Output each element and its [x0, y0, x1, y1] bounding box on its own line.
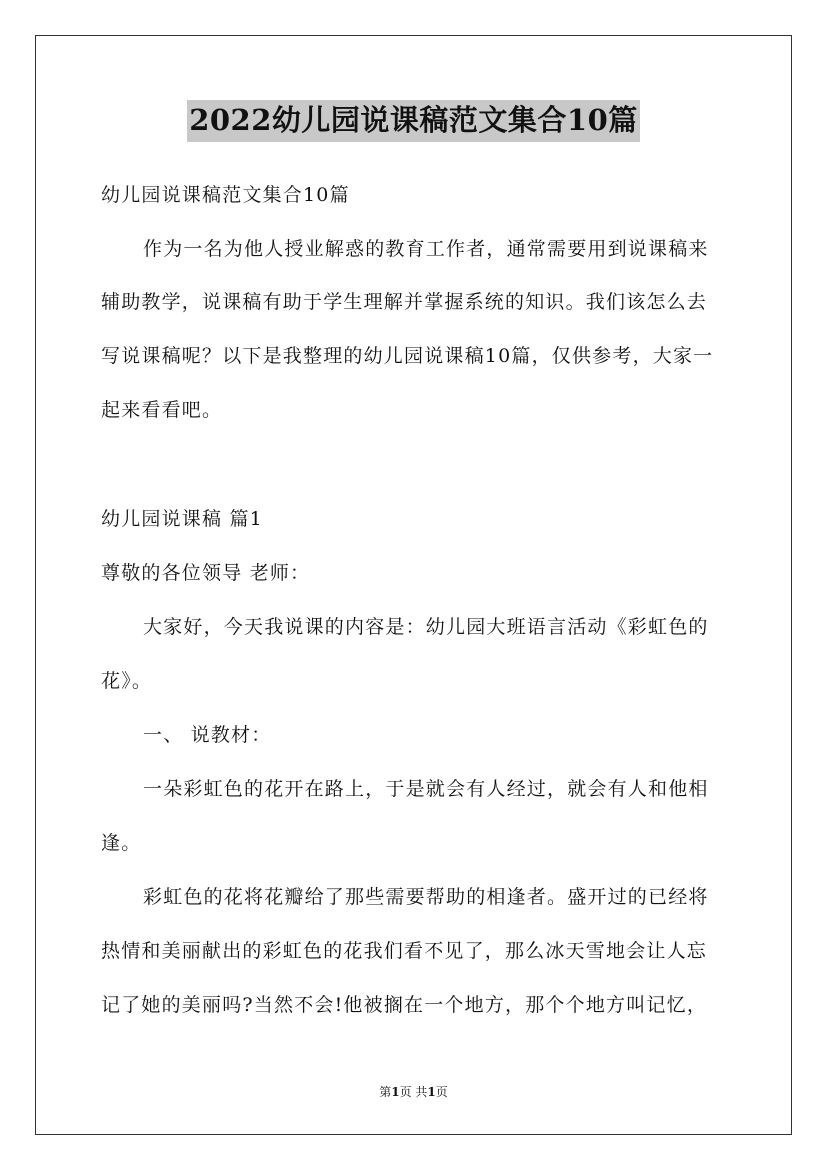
paragraph-line: 写说课稿呢？以下是我整理的幼儿园说课稿10篇，仅供参考，大家一 — [101, 345, 714, 367]
document-title: 2022幼儿园说课稿范文集合10篇 — [187, 100, 640, 142]
paragraph-line: 花》。 — [101, 670, 153, 692]
paragraph-line: 作为一名为他人授业解惑的教育工作者，通常需要用到说课稿来 — [143, 238, 709, 260]
footer-page-total: 1 — [427, 1085, 436, 1099]
footer-page-number: 1 — [391, 1085, 400, 1099]
paragraph-line: 彩虹色的花将花瓣给了那些需要帮助的相逢者。盛开过的已经将 — [143, 886, 709, 908]
subsection-heading: 一、 说教材： — [143, 724, 272, 746]
footer-suffix: 页 — [435, 1085, 448, 1099]
paragraph-line: 大家好，今天我说课的内容是：幼儿园大班语言活动《彩虹色的 — [143, 616, 709, 638]
paragraph-line: 起来看看吧。 — [101, 399, 223, 421]
footer-mid: 页 共 — [399, 1085, 428, 1099]
footer-prefix: 第 — [379, 1085, 392, 1099]
title-container — [0, 100, 827, 142]
paragraph-line: 记了她的美丽吗?当然不会!他被搁在一个地方，那个个地方叫记忆， — [101, 994, 708, 1016]
greeting-line: 尊敬的各位领导 老师： — [101, 562, 311, 584]
paragraph-line: 一朵彩虹色的花开在路上，于是就会有人经过，就会有人和他相 — [143, 778, 709, 800]
paragraph-line: 热情和美丽献出的彩虹色的花我们看不见了，那么冰天雪地会让人忘 — [101, 940, 708, 962]
paragraph-line: 逢。 — [101, 832, 142, 854]
page-footer — [0, 1084, 827, 1100]
paragraph-line: 辅助教学，说课稿有助于学生理解并掌握系统的知识。我们该怎么去 — [101, 291, 708, 313]
subtitle-line: 幼儿园说课稿范文集合10篇 — [101, 184, 350, 206]
section-heading: 幼儿园说课稿 篇1 — [101, 508, 263, 530]
